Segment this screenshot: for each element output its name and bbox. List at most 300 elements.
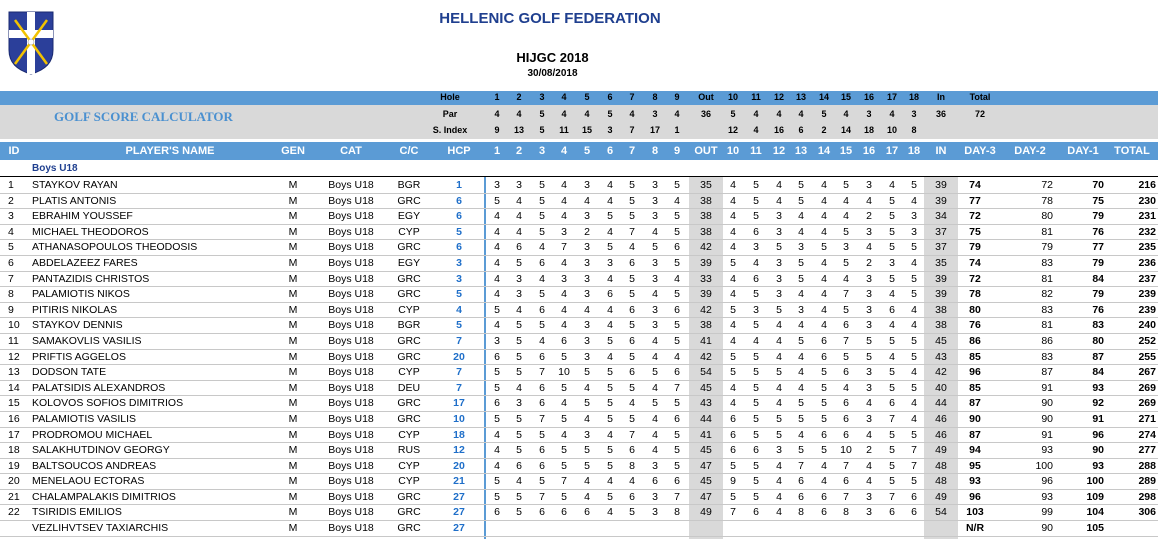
hole-score: 5 — [821, 241, 827, 254]
day1-score: 76 — [1092, 303, 1104, 316]
player-gen: M — [288, 225, 298, 238]
hdr-cell: 5 — [539, 109, 545, 119]
hole-score: 7 — [843, 459, 849, 472]
total-score: 237 — [1138, 272, 1156, 285]
hole-score: 4 — [798, 366, 804, 379]
hdr-cell: 4 — [798, 109, 804, 119]
hole-score: 5 — [494, 194, 500, 207]
hole-score: 5 — [843, 350, 849, 363]
player-id: 21 — [8, 490, 20, 503]
day2-score: 83 — [1041, 303, 1053, 316]
hole-score: 5 — [911, 428, 917, 441]
day3-score: 90 — [969, 412, 981, 425]
hole-score: 6 — [516, 241, 522, 254]
hole-score: 5 — [674, 444, 680, 457]
total-score: 239 — [1138, 303, 1156, 316]
hole-score: 5 — [798, 397, 804, 410]
hole-score: 5 — [516, 428, 522, 441]
player-cc: GRC — [397, 194, 421, 207]
player-id: 11 — [8, 334, 19, 347]
hdr-in: 36 — [935, 109, 946, 119]
day2-score: 82 — [1041, 288, 1053, 301]
hole-score: 6 — [889, 506, 895, 519]
col-id: ID — [8, 145, 20, 157]
hole-score: 6 — [539, 397, 545, 410]
day1-score: 76 — [1092, 225, 1104, 238]
table-row — [0, 412, 1158, 428]
hole-score: 5 — [516, 350, 522, 363]
player-id: 20 — [8, 475, 20, 488]
hole-score: 6 — [753, 444, 759, 457]
total-score: 271 — [1138, 412, 1156, 425]
hole-score: 4 — [798, 319, 804, 332]
hole-score: 3 — [652, 490, 658, 503]
day2-score: 90 — [1041, 397, 1053, 410]
day1-score: 100 — [1086, 475, 1104, 488]
hdr-cell: 12 — [727, 125, 738, 135]
hole-score: 4 — [516, 475, 522, 488]
hdr-cell: 10 — [727, 92, 738, 102]
player-cat: Boys U18 — [328, 225, 374, 238]
hole-score: 4 — [798, 210, 804, 223]
hole-score: 4 — [798, 350, 804, 363]
hole-score: 3 — [866, 272, 872, 285]
hole-score: 6 — [561, 506, 567, 519]
hole-score: 5 — [561, 412, 567, 425]
hole-score: 5 — [539, 319, 545, 332]
day1-score: 93 — [1092, 381, 1104, 394]
out-score: 38 — [700, 210, 712, 223]
hole-score: 5 — [607, 366, 613, 379]
hdr-cell: 6 — [798, 125, 804, 135]
col-cat: CAT — [340, 145, 362, 157]
day1-score: 84 — [1092, 366, 1104, 379]
hole-score: 8 — [798, 506, 804, 519]
day1-score: 77 — [1092, 241, 1104, 254]
hole-score: 4 — [776, 506, 782, 519]
hole-score: 5 — [539, 179, 545, 191]
hole-score: 3 — [866, 366, 872, 379]
player-id: 13 — [8, 366, 20, 379]
player-cat: Boys U18 — [328, 381, 374, 394]
table-top-rule — [0, 176, 1158, 177]
hole-score: 5 — [911, 272, 917, 285]
hole-score: 4 — [652, 288, 658, 301]
hole-score: 10 — [840, 444, 852, 457]
player-hcp: 20 — [453, 350, 465, 363]
hole-score: 3 — [652, 179, 658, 191]
hole-score: 5 — [753, 350, 759, 363]
out-score: 47 — [700, 459, 712, 472]
hole-score: 4 — [821, 256, 827, 269]
day1-score: 92 — [1092, 397, 1104, 410]
hole-score: 4 — [889, 179, 895, 191]
col-hole: 9 — [673, 145, 681, 157]
table-row — [0, 365, 1158, 381]
hdr-cell: 16 — [773, 125, 784, 135]
in-score: 46 — [935, 428, 947, 441]
hdr-cell: 1 — [674, 125, 680, 135]
hdr-cell: 4 — [561, 92, 567, 102]
hole-score: 2 — [866, 256, 872, 269]
hole-score: 5 — [539, 210, 545, 223]
group-label: Boys U18 — [32, 163, 78, 174]
hole-score: 5 — [753, 412, 759, 425]
hole-score: 5 — [674, 179, 680, 191]
player-cat: Boys U18 — [328, 210, 374, 223]
hole-score: 10 — [558, 366, 570, 379]
hole-score: 4 — [561, 428, 567, 441]
hdr-cell: 1 — [494, 92, 500, 102]
hole-score: 4 — [561, 319, 567, 332]
hole-score: 4 — [866, 397, 872, 410]
hole-score: 3 — [652, 194, 658, 207]
hdr-cell: 3 — [539, 92, 545, 102]
hole-score: 3 — [516, 272, 522, 285]
hdr-cell: 14 — [818, 92, 829, 102]
hdr-cell: 5 — [730, 109, 736, 119]
out-score: 45 — [700, 475, 712, 488]
col-hole: 8 — [651, 145, 659, 157]
out-score: 35 — [700, 179, 712, 191]
hole-score: 4 — [911, 397, 917, 410]
hole-score: 4 — [494, 428, 500, 441]
hole-score: 3 — [584, 256, 590, 269]
player-hcp: 4 — [456, 303, 462, 316]
hole-score: 5 — [889, 381, 895, 394]
player-gen: M — [288, 506, 298, 519]
hole-score: 4 — [730, 194, 736, 207]
col-hole: 18 — [907, 145, 921, 157]
hole-score: 5 — [911, 179, 917, 191]
player-gen: M — [288, 303, 298, 316]
hole-score: 4 — [607, 194, 613, 207]
player-gen: M — [288, 210, 298, 223]
day2-score: 81 — [1041, 225, 1053, 238]
hole-score: 5 — [776, 366, 782, 379]
hole-score: 6 — [539, 459, 545, 472]
hole-score: 5 — [607, 210, 613, 223]
hdr-cell: 15 — [840, 92, 851, 102]
out-score: 41 — [700, 428, 712, 441]
hole-score: 7 — [539, 366, 545, 379]
out-score: 38 — [700, 319, 712, 332]
player-gen: M — [288, 256, 298, 269]
row-label: Hole — [440, 92, 460, 102]
total-score: 267 — [1138, 366, 1156, 379]
hole-score: 5 — [911, 350, 917, 363]
table-row — [0, 350, 1158, 366]
hole-score: 3 — [798, 241, 804, 254]
table-row — [0, 428, 1158, 444]
player-gen: M — [288, 334, 298, 347]
hole-score: 4 — [584, 475, 590, 488]
hole-score: 3 — [866, 179, 872, 191]
player-cat: Boys U18 — [328, 303, 374, 316]
player-name: VEZLIHVTSEV TAXIARCHIS — [32, 522, 169, 535]
day1-score: 96 — [1092, 428, 1104, 441]
day3-score: 72 — [969, 272, 981, 285]
hole-score: 6 — [629, 334, 635, 347]
hole-score: 5 — [798, 179, 804, 191]
hole-score: 5 — [889, 366, 895, 379]
hole-score: 5 — [753, 475, 759, 488]
hole-score: 5 — [629, 506, 635, 519]
col-hole: 3 — [538, 145, 546, 157]
hole-score: 4 — [776, 334, 782, 347]
hole-score: 6 — [798, 490, 804, 503]
hole-score: 5 — [798, 412, 804, 425]
player-id: 7 — [8, 272, 14, 285]
day3-score: 78 — [969, 288, 981, 301]
hole-score: 4 — [607, 428, 613, 441]
hole-score: 5 — [753, 366, 759, 379]
player-hcp: 21 — [453, 475, 465, 488]
hole-score: 6 — [629, 490, 635, 503]
hdr-cell: 3 — [607, 125, 613, 135]
hole-score: 5 — [821, 412, 827, 425]
hole-score: 4 — [776, 319, 782, 332]
hole-score: 4 — [494, 288, 500, 301]
hole-score: 6 — [539, 350, 545, 363]
hdr-cell: 2 — [821, 125, 827, 135]
player-hcp: 27 — [453, 522, 465, 535]
hole-score: 6 — [539, 303, 545, 316]
hole-score: 6 — [821, 350, 827, 363]
hole-score: 6 — [561, 334, 567, 347]
day1-score: 75 — [1092, 194, 1104, 207]
hole-score: 6 — [753, 506, 759, 519]
hole-score: 5 — [516, 256, 522, 269]
hole-score: 5 — [494, 490, 500, 503]
day1-score: 91 — [1092, 412, 1104, 425]
player-hcp: 6 — [456, 210, 462, 223]
col-out: OUT — [694, 145, 718, 157]
hole-score: 4 — [652, 350, 658, 363]
hole-score: 4 — [730, 210, 736, 223]
hole-score: 4 — [561, 194, 567, 207]
hole-score: 3 — [652, 319, 658, 332]
hole-score: 3 — [516, 397, 522, 410]
hole-score: 5 — [730, 366, 736, 379]
table-row — [0, 459, 1158, 475]
hole-score: 4 — [730, 179, 736, 191]
hole-score: 6 — [730, 444, 736, 457]
player-id: 10 — [8, 319, 20, 332]
hole-score: 4 — [730, 334, 736, 347]
player-cc: CYP — [398, 475, 420, 488]
hole-score: 5 — [607, 490, 613, 503]
hole-score: 4 — [889, 319, 895, 332]
hole-score: 5 — [911, 334, 917, 347]
hdr-cell: 4 — [516, 109, 522, 119]
day2-score: 80 — [1041, 210, 1053, 223]
hole-score: 6 — [494, 350, 500, 363]
hole-score: 3 — [652, 303, 658, 316]
player-gen: M — [288, 397, 298, 410]
player-gen: M — [288, 179, 298, 191]
player-cat: Boys U18 — [328, 179, 374, 191]
day2-score: 99 — [1041, 506, 1053, 519]
total-score: 232 — [1138, 225, 1156, 238]
hole-score: 5 — [674, 334, 680, 347]
hole-score: 4 — [730, 241, 736, 254]
hole-score: 8 — [629, 459, 635, 472]
hole-score: 3 — [652, 256, 658, 269]
hole-score: 5 — [607, 459, 613, 472]
hdr-cell: 18 — [863, 125, 874, 135]
player-name: SAMAKOVLIS VASILIS — [32, 334, 142, 347]
player-id: 6 — [8, 256, 14, 269]
player-hcp: 5 — [456, 288, 462, 301]
player-cc: CYP — [398, 428, 420, 441]
hole-score: 5 — [753, 210, 759, 223]
hdr-cell: 8 — [911, 125, 917, 135]
in-score: 37 — [935, 225, 947, 238]
hole-score: 4 — [561, 288, 567, 301]
hdr-cell: 4 — [494, 109, 500, 119]
hole-score: 6 — [629, 444, 635, 457]
total-score: 239 — [1138, 288, 1156, 301]
hole-score: 6 — [753, 272, 759, 285]
hole-score: 5 — [821, 444, 827, 457]
hole-score: 5 — [652, 366, 658, 379]
day1-score: 80 — [1092, 334, 1104, 347]
player-cat: Boys U18 — [328, 334, 374, 347]
hole-score: 5 — [843, 179, 849, 191]
day3-score: 76 — [969, 319, 981, 332]
player-gen: M — [288, 288, 298, 301]
hole-score: 7 — [911, 459, 917, 472]
day2-score: 100 — [1035, 459, 1053, 472]
day3-score: 103 — [966, 506, 984, 519]
hole-score: 5 — [539, 428, 545, 441]
out-score: 43 — [700, 397, 712, 410]
player-gen: M — [288, 194, 298, 207]
hole-score: 6 — [821, 490, 827, 503]
day1-score: 79 — [1092, 288, 1104, 301]
player-cc: GRC — [397, 334, 421, 347]
hole-score: 3 — [607, 256, 613, 269]
hole-score: 4 — [607, 350, 613, 363]
total-score: 269 — [1138, 397, 1156, 410]
day2-score: 79 — [1041, 241, 1053, 254]
hole-score: 5 — [494, 475, 500, 488]
day2-score: 90 — [1041, 522, 1053, 535]
day1-score: 84 — [1092, 272, 1104, 285]
player-id: 9 — [8, 303, 14, 316]
hdr-cell: 9 — [494, 125, 500, 135]
in-score: 39 — [935, 288, 947, 301]
day2-score: 83 — [1041, 350, 1053, 363]
day3-score: 93 — [969, 475, 981, 488]
hole-score: 7 — [561, 241, 567, 254]
table-row — [0, 225, 1158, 241]
hole-score: 5 — [494, 412, 500, 425]
hole-score: 4 — [776, 350, 782, 363]
hole-score: 6 — [494, 397, 500, 410]
hdr-cell: 11 — [559, 125, 569, 135]
hole-score: 4 — [539, 241, 545, 254]
player-id: 1 — [8, 179, 14, 191]
player-cat: Boys U18 — [328, 475, 374, 488]
hole-score: 4 — [821, 179, 827, 191]
hole-score: 4 — [798, 381, 804, 394]
player-name: PITIRIS NIKOLAS — [32, 303, 118, 316]
calculator-title: GOLF SCORE CALCULATOR — [54, 109, 233, 124]
player-name: BALTSOUCOS ANDREAS — [32, 459, 157, 472]
hole-score: 3 — [776, 444, 782, 457]
hdr-cell: 15 — [581, 125, 592, 135]
hole-score: 5 — [629, 179, 635, 191]
in-score: 39 — [935, 272, 947, 285]
hole-score: 5 — [584, 366, 590, 379]
hole-score: 4 — [652, 334, 658, 347]
out-score: 42 — [700, 241, 712, 254]
hole-score: 4 — [776, 459, 782, 472]
hole-score: 4 — [607, 303, 613, 316]
player-name: PRIFTIS AGGELOS — [32, 350, 126, 363]
hole-score: 4 — [561, 303, 567, 316]
day2-score: 96 — [1041, 475, 1053, 488]
day1-score: 87 — [1092, 350, 1104, 363]
hole-score: 5 — [753, 428, 759, 441]
hole-score: 5 — [753, 459, 759, 472]
hole-score: 5 — [674, 459, 680, 472]
player-hcp: 18 — [453, 428, 465, 441]
hole-score: 6 — [629, 366, 635, 379]
hole-score: 3 — [866, 319, 872, 332]
hole-score: 4 — [494, 272, 500, 285]
day3-score: 79 — [969, 241, 981, 254]
hole-row — [0, 92, 1158, 107]
player-name: STAYKOV RAYAN — [32, 179, 118, 191]
out-score: 38 — [700, 225, 712, 238]
table-row — [0, 521, 1158, 537]
hole-score: 4 — [607, 475, 613, 488]
total-score: 231 — [1138, 210, 1156, 223]
hdr-cell: 7 — [629, 125, 635, 135]
hole-score: 5 — [674, 256, 680, 269]
hole-score: 3 — [584, 241, 590, 254]
hole-score: 3 — [753, 303, 759, 316]
player-hcp: 27 — [453, 490, 465, 503]
hole-score: 4 — [776, 475, 782, 488]
day1-score: 70 — [1092, 179, 1104, 191]
hole-score: 5 — [629, 210, 635, 223]
hole-score: 4 — [539, 272, 545, 285]
hole-score: 5 — [629, 319, 635, 332]
player-hcp: 5 — [456, 319, 462, 332]
hole-score: 4 — [494, 241, 500, 254]
hole-score: 3 — [494, 179, 500, 191]
hole-score: 3 — [652, 272, 658, 285]
hole-score: 4 — [652, 225, 658, 238]
player-cat: Boys U18 — [328, 288, 374, 301]
player-cat: Boys U18 — [328, 428, 374, 441]
hole-score: 5 — [730, 490, 736, 503]
hole-score: 5 — [561, 459, 567, 472]
hole-score: 5 — [753, 179, 759, 191]
player-hcp: 1 — [456, 179, 462, 191]
hole-score: 4 — [561, 397, 567, 410]
player-name: MENELAOU ECTORAS — [32, 475, 145, 488]
hdr-cell: 13 — [513, 125, 524, 135]
day3-score: 85 — [969, 350, 981, 363]
in-score: 54 — [935, 506, 947, 519]
hole-score: 3 — [776, 225, 782, 238]
col-hole: 7 — [628, 145, 636, 157]
